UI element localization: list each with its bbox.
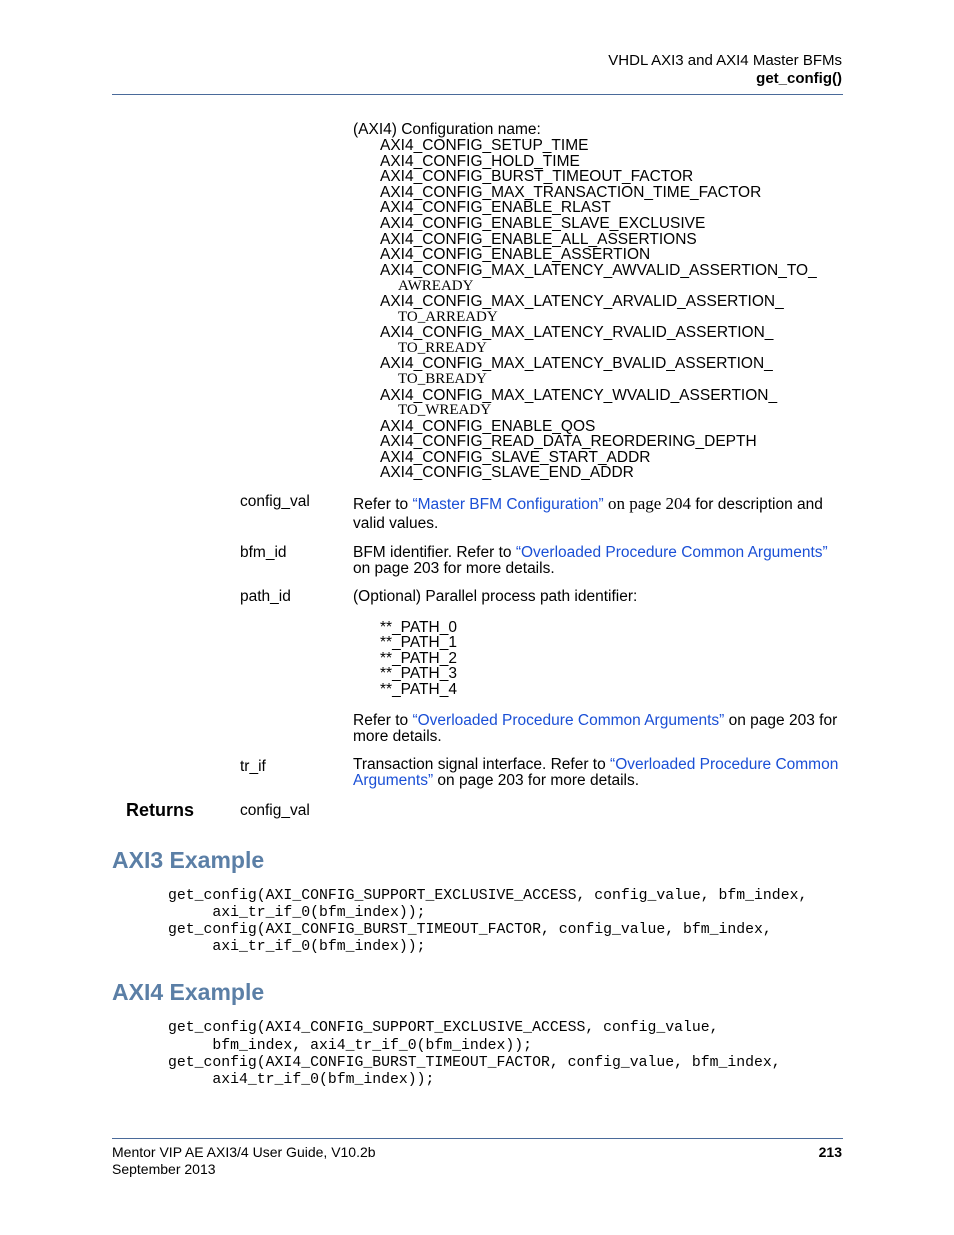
- code-line: get_config(AXI4_CONFIG_BURST_TIMEOUT_FACTOR, config_value, bfm_index,: [168, 1055, 781, 1071]
- config-item: AXI4_CONFIG_ENABLE_ASSERTION: [380, 246, 651, 263]
- param-bfm-id-desc-2: on page 203 for more details.: [353, 560, 555, 577]
- axi3-example-heading: AXI3 Example: [112, 847, 265, 873]
- code-line: axi_tr_if_0(bfm_index));: [168, 905, 426, 921]
- config-item-cont: TO_RREADY: [398, 340, 487, 356]
- path-item: **_PATH_3: [380, 665, 457, 682]
- config-item: AXI4_CONFIG_SLAVE_END_ADDR: [380, 464, 634, 481]
- link-overloaded-procedure-args[interactable]: “Overloaded Procedure Common: [610, 756, 839, 773]
- code-line: get_config(AXI4_CONFIG_SUPPORT_EXCLUSIVE_ACCESS, config_value,: [168, 1020, 719, 1036]
- config-item-cont: AWREADY: [398, 278, 474, 294]
- param-config-val-desc-2: valid values.: [353, 515, 439, 532]
- path-item: **_PATH_1: [380, 634, 457, 651]
- config-item: AXI4_CONFIG_HOLD_TIME: [380, 153, 580, 170]
- code-line: axi4_tr_if_0(bfm_index));: [168, 1072, 435, 1088]
- footer-rule: [112, 1138, 843, 1139]
- link-overloaded-procedure-args[interactable]: “Overloaded Procedure Common Arguments”: [515, 544, 828, 561]
- link-master-bfm-configuration[interactable]: “Master BFM Configuration”: [412, 496, 604, 513]
- param-path-id: path_id: [240, 588, 291, 605]
- config-item: AXI4_CONFIG_READ_DATA_REORDERING_DEPTH: [380, 433, 757, 450]
- param-config-val: config_val: [240, 493, 310, 510]
- param-path-id-ref-2: more details.: [353, 728, 442, 745]
- code-line: get_config(AXI_CONFIG_SUPPORT_EXCLUSIVE_ACCESS, config_value, bfm_index,: [168, 888, 808, 904]
- config-item: AXI4_CONFIG_ENABLE_SLAVE_EXCLUSIVE: [380, 215, 706, 232]
- config-item: AXI4_CONFIG_MAX_LATENCY_AWVALID_ASSERTION_TO_: [380, 262, 817, 279]
- returns-label: Returns: [126, 800, 195, 820]
- config-item: AXI4_CONFIG_ENABLE_RLAST: [380, 199, 611, 216]
- running-header: [608, 52, 842, 88]
- config-item: AXI4_CONFIG_SLAVE_START_ADDR: [380, 449, 651, 466]
- config-item: AXI4_CONFIG_SETUP_TIME: [380, 137, 589, 154]
- code-line: bfm_index, axi4_tr_if_0(bfm_index));: [168, 1038, 533, 1054]
- param-path-id-ref: Refer to “Overloaded Procedure Common Arguments” on page 203 for: [353, 712, 838, 729]
- config-item-cont: TO_WREADY: [398, 402, 492, 418]
- config-item: AXI4_CONFIG_BURST_TIMEOUT_FACTOR: [380, 168, 694, 185]
- footer-title: Mentor VIP AE AXI3/4 User Guide, V10.2b: [112, 1144, 376, 1160]
- header-rule: [112, 94, 843, 95]
- path-item: **_PATH_4: [380, 681, 457, 698]
- returns-value: config_val: [240, 802, 310, 819]
- page-number: 213: [818, 1144, 842, 1160]
- config-item-cont: TO_BREADY: [398, 371, 487, 387]
- config-item: AXI4_CONFIG_MAX_LATENCY_ARVALID_ASSERTION_: [380, 293, 784, 310]
- header-section: get_config(): [756, 70, 842, 87]
- config-item: AXI4_CONFIG_MAX_LATENCY_BVALID_ASSERTION_: [380, 355, 773, 372]
- config-item: AXI4_CONFIG_MAX_LATENCY_WVALID_ASSERTION_: [380, 387, 778, 404]
- config-item: AXI4_CONFIG_MAX_TRANSACTION_TIME_FACTOR: [380, 184, 762, 201]
- axi4-example-heading: AXI4 Example: [112, 979, 265, 1005]
- link-overloaded-procedure-args[interactable]: “Overloaded Procedure Common Arguments”: [412, 712, 725, 729]
- config-item-cont: TO_ARREADY: [398, 309, 498, 325]
- config-item: AXI4_CONFIG_ENABLE_ALL_ASSERTIONS: [380, 231, 697, 248]
- header-chapter: VHDL AXI3 and AXI4 Master BFMs: [608, 52, 842, 69]
- param-path-id-desc: (Optional) Parallel process path identifier:: [353, 588, 638, 605]
- code-line: axi_tr_if_0(bfm_index));: [168, 939, 426, 955]
- link-overloaded-procedure-args-cont[interactable]: Arguments”: [353, 772, 434, 789]
- param-config-val-desc: Refer to “Master BFM Configuration” on page 204 for description and: [353, 494, 823, 513]
- param-tr-if-desc: Transaction signal interface. Refer to “Overloaded Procedure Common: [353, 756, 839, 773]
- footer-date: September 2013: [112, 1161, 216, 1177]
- config-name-label: (AXI4) Configuration name:: [353, 121, 541, 138]
- path-item: **_PATH_0: [380, 619, 457, 636]
- param-bfm-id: bfm_id: [240, 544, 287, 561]
- config-item: AXI4_CONFIG_ENABLE_QOS: [380, 418, 596, 435]
- param-tr-if-desc-2: Arguments” on page 203 for more details.: [353, 772, 640, 789]
- param-tr-if: tr_if: [240, 758, 266, 775]
- path-item: **_PATH_2: [380, 650, 457, 667]
- param-bfm-id-desc: BFM identifier. Refer to “Overloaded Procedure Common Arguments”: [353, 544, 828, 561]
- config-item: AXI4_CONFIG_MAX_LATENCY_RVALID_ASSERTION_: [380, 324, 774, 341]
- code-line: get_config(AXI_CONFIG_BURST_TIMEOUT_FACTOR, config_value, bfm_index,: [168, 922, 772, 938]
